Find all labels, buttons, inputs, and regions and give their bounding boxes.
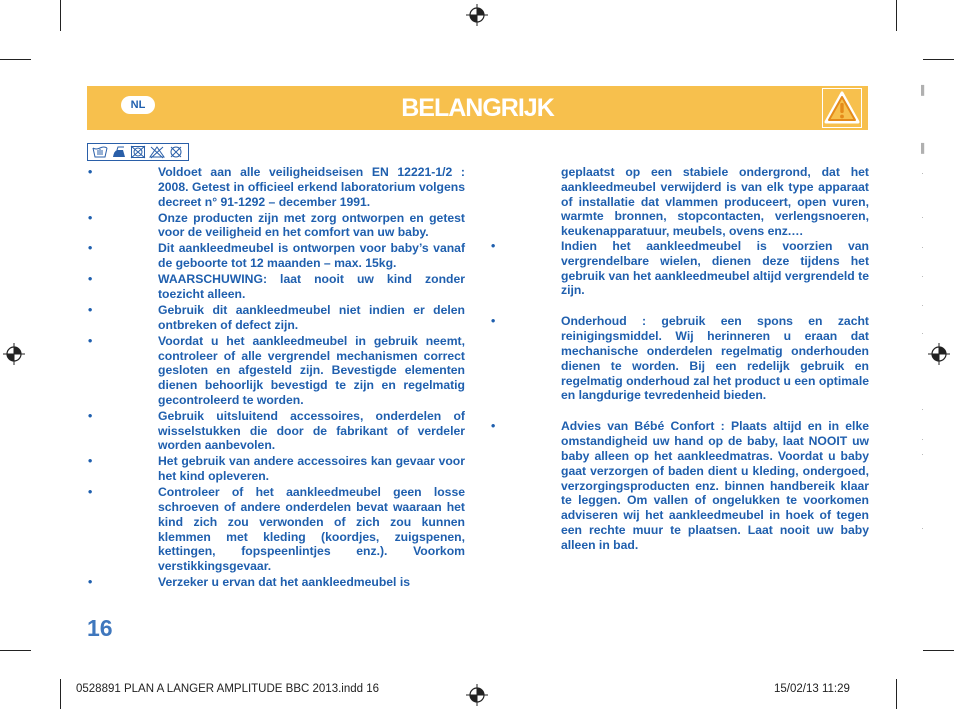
left-column bbox=[87, 165, 465, 591]
list-item-text: Gebruik uitsluitend accessoires, onderdelen of wisselstukken die door de fabrikant of verdeler worden aanbevolen. bbox=[158, 408, 465, 453]
list-item-text: Controleer of het aankleedmeubel geen losse schroeven of andere onderdelen bevat waaraan het kind zich zou verwonden of zich zou kunnen klemmen met kleding (koordjes, zuigspenen, kettingen, fopspeenlintjes enz.). Voorkom verstikkingsgevaar. bbox=[158, 485, 465, 574]
registration-mark-icon bbox=[466, 4, 488, 26]
bullet: • bbox=[88, 485, 93, 500]
page-title: BELANGRIJK bbox=[401, 94, 554, 122]
right-column bbox=[490, 165, 869, 554]
list-item-text: Voldoet aan alle veiligheidseisen EN 12221-1/2 : 2008. Getest in officieel erkend laboratorium volgens decreet n° 91-1292 – december 1991. bbox=[158, 165, 465, 209]
crop-mark bbox=[923, 59, 954, 60]
crop-mark bbox=[0, 59, 31, 60]
bullet: • bbox=[491, 314, 496, 329]
bullet: • bbox=[88, 272, 93, 287]
list-item bbox=[87, 303, 465, 333]
list-item-text: Advies van Bébé Confort : Plaats altijd en in elke omstandigheid uw hand op de baby, laat NOOIT uw baby alleen op het aankleedmatras. Voordat u baby gaat verzorgen of baden dient u kleding, ondergoed, verzorgingsproducten enz. binnen handbereik klaar te leggen. Om vallen of ongelukken te voorkomen adviseren wij het aankleedmeubel in hoek of tegen een rechte muur te plaatsen. Laat nooit uw baby alleen in bad. bbox=[561, 419, 869, 552]
list-item-text: Onderhoud : gebruik een spons en zacht reinigingsmiddel. Wij herinneren u eraan dat mechanische onderdelen regelmatig onderhouden dienen te worden. Bij een redelijk gebruik en regelmatig onderhoud zal het product u een optimale en langdurige tevredenheid bieden. bbox=[561, 314, 869, 403]
care-symbols bbox=[87, 143, 189, 161]
registration-mark-icon bbox=[928, 343, 950, 365]
bullet: • bbox=[491, 238, 496, 253]
no-bleach-icon bbox=[149, 145, 165, 159]
crop-mark bbox=[923, 650, 954, 651]
bullet: • bbox=[88, 302, 93, 317]
hand-wash-icon bbox=[92, 145, 108, 159]
no-dry-clean-icon bbox=[168, 145, 184, 159]
list-item bbox=[87, 241, 465, 271]
bullet: • bbox=[88, 454, 93, 469]
bullet: • bbox=[88, 575, 93, 590]
bullet: • bbox=[88, 165, 93, 179]
list-item-text: Dit aankleedmeubel is ontworpen voor baby’s vanaf de geboorte tot 12 maanden – max. 15kg. bbox=[158, 241, 465, 271]
list-item bbox=[490, 239, 869, 298]
list-item-text: Onze producten zijn met zorg ontworpen en getest voor de veiligheid en het comfort van uw baby. bbox=[158, 210, 465, 240]
list-item-text: Gebruik dit aankleedmeubel niet indien er delen ontbreken of defect zijn. bbox=[158, 302, 465, 332]
registration-mark-icon bbox=[3, 343, 25, 365]
list-item-text: Indien het aankleedmeubel is voorzien van vergrendelbare wielen, dienen deze tijdens het gebruik van het aankleedmeubel altijd vergrendeld te zijn. bbox=[561, 238, 869, 298]
list-item-text: Voordat u het aankleedmeubel in gebruik neemt, controleer of alle vergrendel mechanismen correct gesloten en afgesteld zijn. Bevestigde elementen dienen behoorlijk bevestigd te zijn en regelmatig gecontroleerd te worden. bbox=[158, 333, 465, 407]
crop-mark bbox=[0, 650, 31, 651]
list-item bbox=[87, 272, 465, 302]
no-tumble-dry-icon bbox=[130, 145, 146, 159]
bullet: • bbox=[88, 333, 93, 348]
page-number: 16 bbox=[87, 615, 113, 641]
header-banner bbox=[87, 86, 868, 130]
bullet: • bbox=[88, 210, 93, 225]
list-item-text: Het gebruik van andere accessoires kan gevaar voor het kind opleveren. bbox=[158, 454, 465, 484]
list-item-text: Verzeker u ervan dat het aankleedmeubel is bbox=[158, 575, 410, 590]
bullet: • bbox=[88, 241, 93, 256]
list-item bbox=[87, 334, 465, 408]
list-item bbox=[87, 485, 465, 574]
footer-date-time: 15/02/13 11:29 bbox=[774, 683, 850, 695]
bullet: • bbox=[491, 419, 496, 434]
continued-text: geplaatst op een stabiele ondergrond, dat het aankleedmeubel verwijderd is van elk type apparaat of installatie dat vlammen produceert, open vuren, warmte bronnen, stopcontacten, verlengsnoeren, keukenapparatuur, meubels, ovens enz.… bbox=[561, 165, 869, 239]
list-item bbox=[87, 165, 465, 209]
bullet: • bbox=[88, 408, 93, 423]
language-badge: NL bbox=[121, 96, 155, 114]
list-item bbox=[87, 575, 465, 590]
list-item bbox=[87, 211, 465, 241]
list-item-text: WAARSCHUWING: laat nooit uw kind zonder toezicht alleen. bbox=[158, 272, 465, 301]
footer-file-info: 0528891 PLAN A LANGER AMPLITUDE BBC 2013.indd 16 bbox=[76, 683, 380, 695]
list-item bbox=[87, 409, 465, 453]
list-item bbox=[490, 314, 869, 403]
warning-triangle-icon bbox=[822, 88, 862, 128]
crop-mark bbox=[896, 679, 897, 709]
crop-mark bbox=[60, 679, 61, 709]
crop-mark bbox=[896, 0, 897, 31]
registration-mark-icon bbox=[466, 684, 488, 706]
list-item bbox=[87, 454, 465, 484]
crop-mark bbox=[60, 0, 61, 31]
iron-icon bbox=[111, 145, 127, 159]
list-item bbox=[490, 419, 869, 552]
